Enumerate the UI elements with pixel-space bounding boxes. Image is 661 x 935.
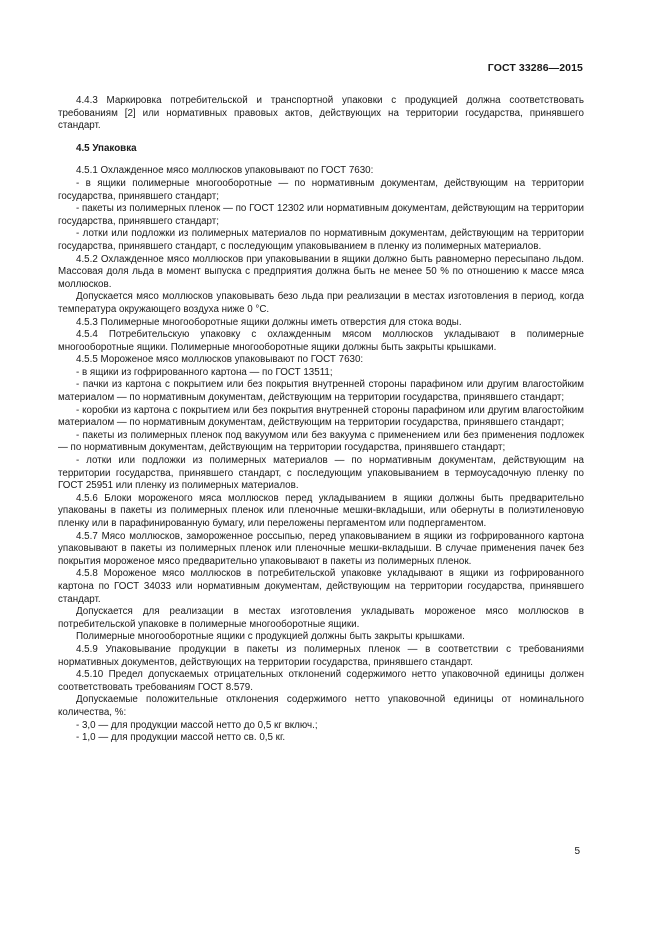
document-body (58, 95, 584, 745)
list-item: - коробки из картона с покрытием или без покрытия внутренней стороны парафином или другим влагостойким материалом — по нормативным документам, действующим на территории государства, принявшего стандарт; (58, 404, 584, 429)
page-number: 5 (574, 846, 580, 857)
paragraph-4-5-10: 4.5.10 Предел допускаемых отрицательных отклонений содержимого нетто упаковочной единицы должен соответствовать требованиям ГОСТ 8.579. (58, 669, 584, 693)
list-item: - 1,0 — для продукции массой нетто св. 0,5 кг. (76, 732, 286, 744)
paragraph-4-5-8: 4.5.8 Мороженое мясо моллюсков в потребительской упаковке укладывают в ящики из гофрированного картона по ГОСТ 34033 или нормативным документам, действующим на территории государства, принявшего стандарт. (58, 568, 584, 605)
section-heading-4-5: 4.5 Упаковка (76, 142, 137, 154)
paragraph: Допускаемые положительные отклонения содержимого нетто упаковочной единицы от номинального количества, %: (58, 694, 584, 718)
list-item: - в ящики из гофрированного картона — по ГОСТ 13511; (76, 366, 333, 378)
paragraph-4-5-1: 4.5.1 Охлажденное мясо моллюсков упаковывают по ГОСТ 7630: (76, 165, 374, 177)
list-item: - 3,0 — для продукции массой нетто до 0,5 кг включ.; (76, 719, 318, 731)
paragraph-4-5-7: 4.5.7 Мясо моллюсков, замороженное россыпью, перед упаковыванием в ящики из гофрированного картона упаковывают в пакеты из полимерных пленок или пленочные мешки-вкладыши. В случае применения пачек без покрытия мороженое мясо предварительно упаковывают в пакеты из полимерных пленок. (58, 530, 584, 567)
paragraph: Допускается мясо моллюсков упаковывать безо льда при реализации в местах изготовления в период, когда температура окружающего воздуха ниже 0 °С. (58, 291, 584, 315)
paragraph-4-5-6: 4.5.6 Блоки мороженого мяса моллюсков перед укладыванием в ящики должны быть предварительно упакованы в пакеты из полимерных пленок или пленочные мешки-вкладыши, или обернуты в полиэтиленовую пленку или в парафинированную бумагу, или переложены пергаментом или подпергаментом. (58, 492, 584, 529)
list-item: - пакеты из полимерных пленок под вакуумом или без вакуума с применением или без применения подложек — по нормативным документам, действующим на территории государства, принявшего стандарт; (58, 429, 584, 454)
paragraph-4-5-3: 4.5.3 Полимерные многооборотные ящики должны иметь отверстия для стока воды. (76, 316, 462, 328)
paragraph: Полимерные многооборотные ящики с продукцией должны быть закрыты крышками. (76, 631, 465, 643)
paragraph-4-5-9: 4.5.9 Упаковывание продукции в пакеты из полимерных пленок — в соответствии с требованиями нормативных документов, действующих на территории государства, принявшего стандарт. (58, 643, 584, 668)
paragraph: Допускается для реализации в местах изготовления укладывать мороженое мясо моллюсков в потребительской упаковке в полимерные многооборотные ящики. (58, 606, 584, 630)
list-item: - в ящики полимерные многооборотные — по нормативным документам, действующим на территории государства, принявшего стандарт; (58, 177, 584, 202)
paragraph-4-5-4: 4.5.4 Потребительскую упаковку с охлажденным мясом моллюсков укладывают в полимерные многооборотные ящики. Полимерные многооборотные ящики должны быть закрыты крышками. (58, 329, 584, 353)
list-item: - пачки из картона с покрытием или без покрытия внутренней стороны парафином или другим влагостойким материалом — по нормативным документам, действующим на территории государства, принявшего стандарт; (58, 379, 584, 404)
paragraph-4-5-2: 4.5.2 Охлажденное мясо моллюсков при упаковывании в ящики должно быть равномерно пересыпано льдом. Массовая доля льда в момент выпуска с предприятия должна быть не менее 50 % по отношению к массе мяса моллюсков. (58, 253, 584, 290)
list-item: - лотки или подложки из полимерных материалов по нормативным документам, действующим на территории государства, принявшего стандарт, с последующим упаковыванием в пленку из полимерных материалов. (58, 228, 584, 252)
document-code-header: ГОСТ 33286—2015 (487, 62, 583, 74)
paragraph-4-5-5: 4.5.5 Мороженое мясо моллюсков упаковывают по ГОСТ 7630: (76, 354, 364, 366)
paragraph-4-4-3: 4.4.3 Маркировка потребительской и транспортной упаковки с продукцией должна соответствовать требованиям [2] или нормативных правовых актов, действующих на территории государства, принявшего стандарт. (58, 95, 584, 132)
list-item: - лотки или подложки из полимерных материалов — по нормативным документам, действующим на территории государства, принявшего стандарт, с последующим упаковыванием в термоусадочную пленку по ГОСТ 25951 или пленку из полимерных материалов. (58, 455, 584, 492)
list-item: - пакеты из полимерных пленок — по ГОСТ 12302 или нормативным документам, действующим на территории государства, принявшего стандарт; (58, 203, 584, 227)
